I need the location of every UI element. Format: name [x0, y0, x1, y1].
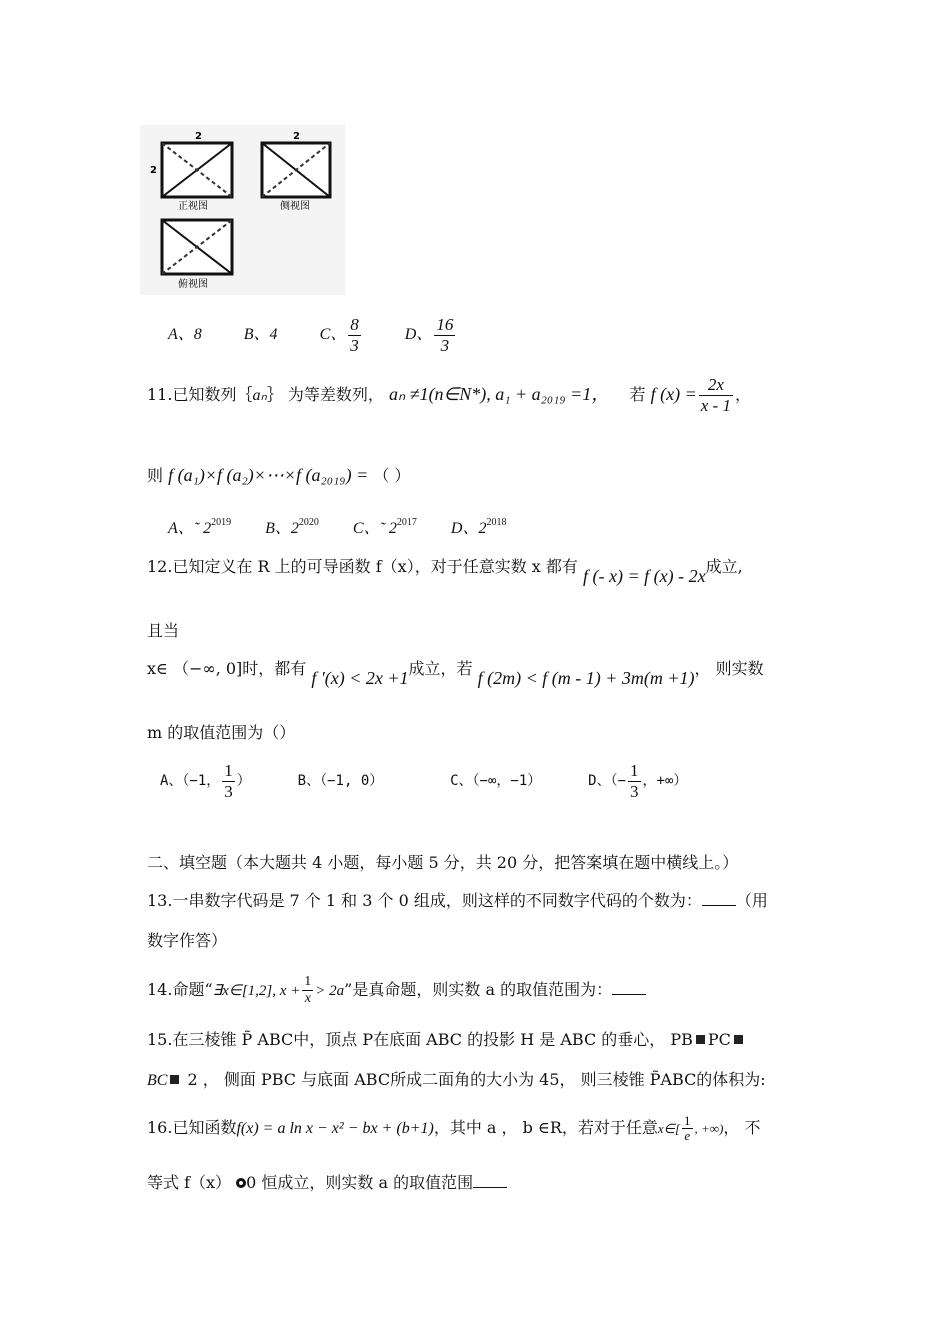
q12-option-b: B、（−1, 0）: [297, 773, 384, 789]
q13-line1: 13.一串数字代码是 7 个 1 和 3 个 0 组成，则这样的不同数字代码的个数为： （用: [147, 891, 768, 910]
top-view-label: 俯视图: [178, 279, 208, 290]
q13-line2: 数字作答）: [147, 931, 228, 950]
q12-option-a: A、（−1， $\frac{1}{3}$ ）: [160, 760, 251, 801]
q16-line2: 等式 f（x） 0 恒成立，则实数 a 的取值范围: [147, 1170, 507, 1193]
section2-heading: 二、填空题（本大题共 4 小题，每小题 5 分，共 20 分，把答案填在题中横线上。）: [147, 853, 739, 872]
q10-option-b: B、4: [243, 326, 278, 343]
q14-answer-blank[interactable]: [612, 980, 646, 995]
q11-product: f (a₁)×f (a₂)×⋯×f (a₂₀₁₉) =: [168, 465, 369, 485]
top-view: [162, 220, 232, 274]
q12-option-c: C、（−∞，−1）: [450, 773, 542, 789]
front-dim-top: 2: [195, 131, 202, 142]
q11-line2: 则 f (a₁)×f (a₂)×⋯×f (a₂₀₁₉) = （ ）: [147, 465, 411, 485]
q10-option-d: D、 $\frac{16}{3}$: [404, 314, 454, 355]
q15-line1: 15.在三棱锥 P̃ ABC中，顶点 P在底面 ABC 的投影 H 是 ABC 的垂心， PB PC: [147, 1027, 746, 1050]
q14-line: 14.命题“∃x∈[1,2], x + $\frac{1}{x}$ > 2a”是真命题，则实数 a 的取值范围为：: [147, 970, 646, 1010]
q12-line2: 且当: [147, 621, 180, 640]
q11-option-c: C、˜ $2^{2017}$: [352, 517, 417, 537]
front-dim-side: 2: [150, 165, 157, 176]
side-dim-top: 2: [293, 131, 300, 142]
q16-answer-blank[interactable]: [473, 1173, 507, 1188]
side-view: [262, 143, 330, 197]
side-view-label: 侧视图: [280, 201, 310, 212]
q11-line1: 11.已知数列｛aₙ｝ 为等差数列， aₙ ≠1(n∈N*), a₁ + a₂₀₁₉ =1， 若 f (x) = $\frac{2x}{x - 1}$ ，: [147, 375, 751, 415]
q12-line3: x∈ （−∞, 0]时，都有 f '(x) < 2x +1成立，若 f (2m) < f (m - 1) + 3m(m +1)， 则实数: [147, 659, 764, 688]
q11-option-b: B、$2^{2020}$: [265, 517, 319, 537]
q10-options: [168, 313, 457, 357]
q13-answer-blank[interactable]: [702, 891, 736, 906]
circle-dot-icon: [236, 1178, 246, 1188]
q12-line4: m 的取值范围为（）: [147, 723, 296, 742]
q12-options: [160, 758, 687, 804]
front-view-label: 正视图: [178, 201, 208, 212]
q12-option-d: D、（− $\frac{1}{3}$ ，+∞）: [588, 760, 688, 801]
front-view: [162, 143, 232, 197]
q12-line1: 12.已知定义在 R 上的可导函数 f（x），对于任意实数 x 都有 f (- x) = f (x) - 2x成立,: [147, 557, 743, 586]
q11-option-d: D、$2^{2018}$: [450, 517, 507, 537]
q16-line1: 16.已知函数f(x) = a ln x − x² − bx + (b+1)，其中 a ， b ∈R，若对于任意x∈[ $\frac{1}{e}$ , +∞)， 不: [147, 1113, 761, 1143]
q15-line2: BC 2 ， 侧面 PBC 与底面 ABC所成二面角的大小为 45， 则三棱锥 P̃ABC的体积为:: [147, 1070, 766, 1089]
three-view-figure: [140, 125, 345, 295]
q10-option-a: A、8: [168, 326, 202, 343]
q10-option-c: C、 $\frac{8}{3}$: [319, 314, 359, 355]
q11-options: [168, 515, 506, 538]
q11-option-a: A、˜ $2^{2019}$: [168, 517, 232, 537]
